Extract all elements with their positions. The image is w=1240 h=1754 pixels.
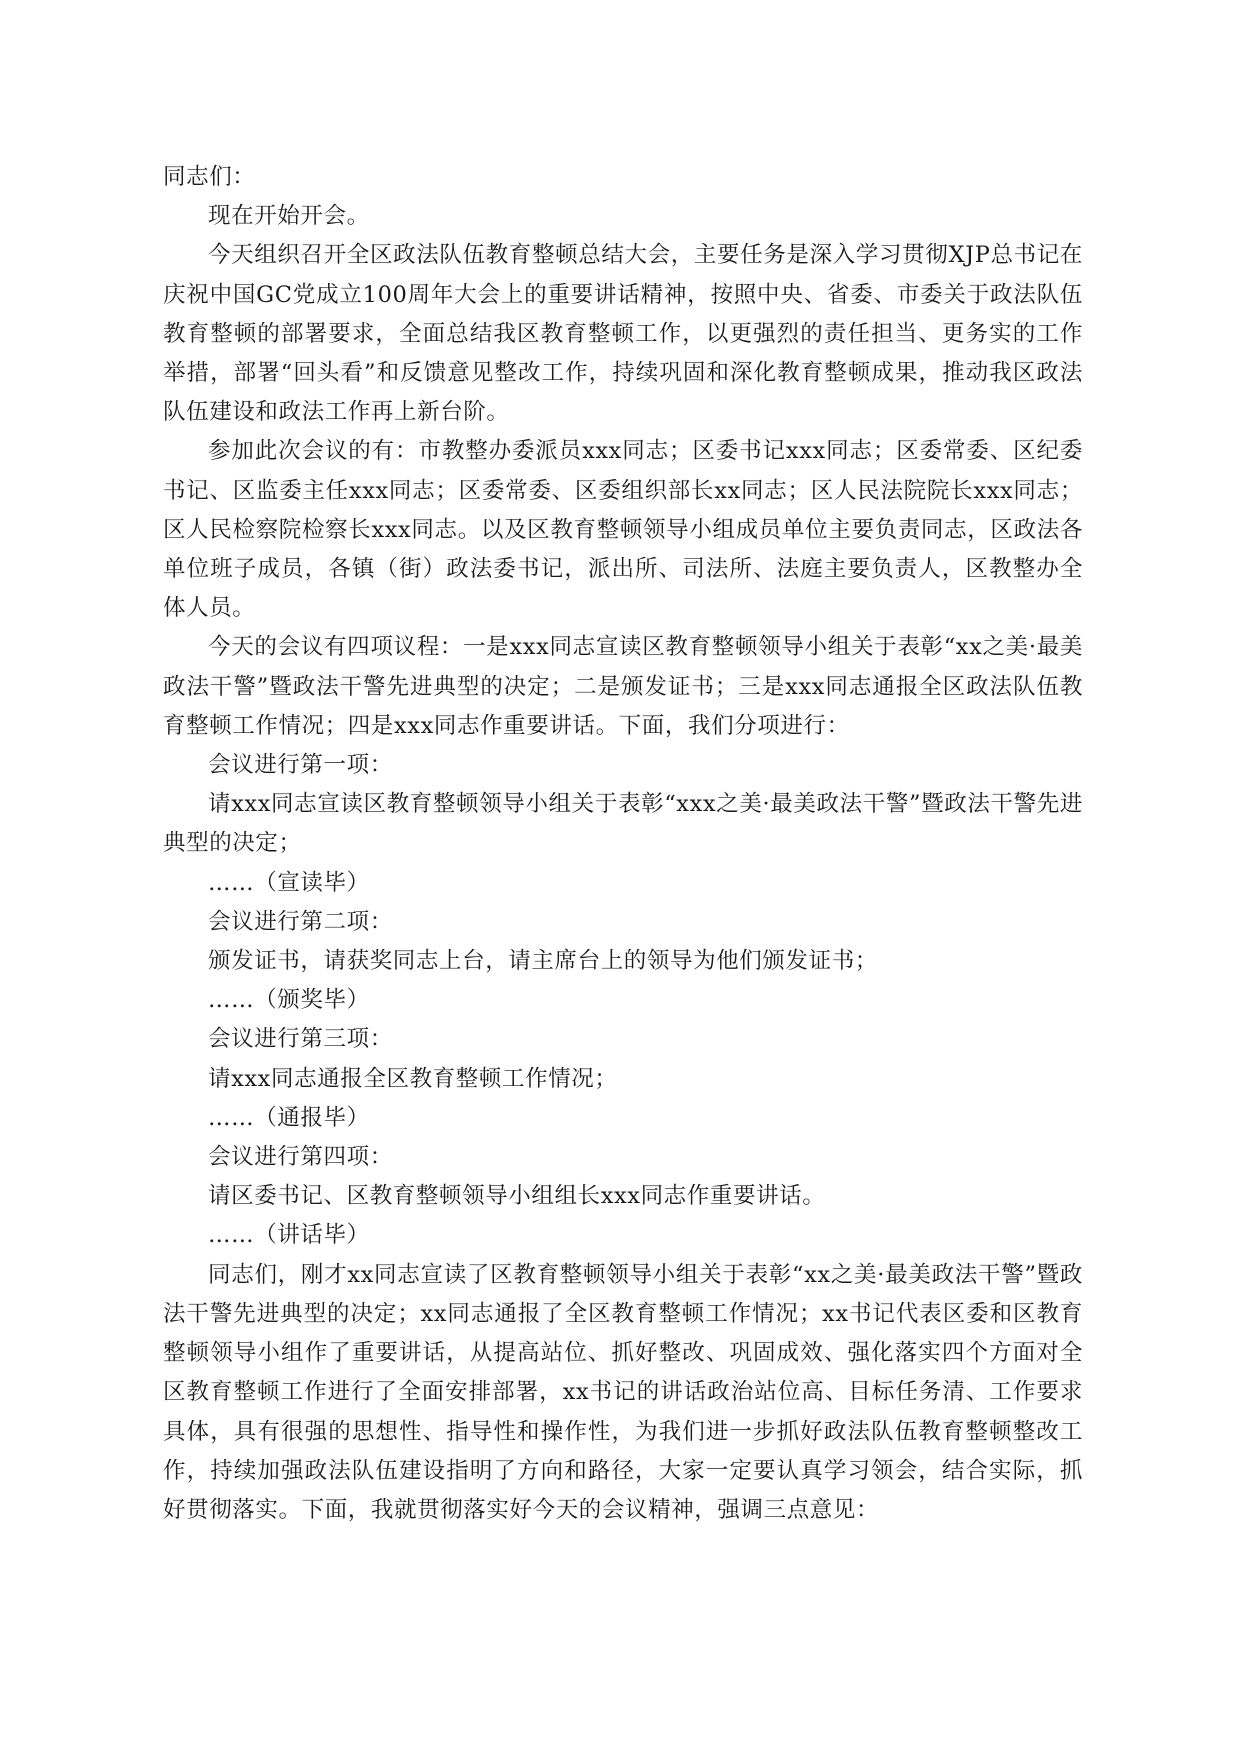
agenda-item-2-end: ……（颁奖毕） <box>208 987 370 1014</box>
salutation: 同志们： <box>163 164 256 190</box>
document-body <box>163 158 1083 1530</box>
agenda-item-1-end: ……（宣读毕） <box>208 869 370 896</box>
agenda-item-4-text: 请区委书记、区教育整顿领导小组组长xxx同志作重要讲话。 <box>208 1183 826 1210</box>
paragraph-attendees: 参加此次会议的有：市教整办委派员xxx同志；区委书记xxx同志；区委常委、区纪委书记、区监委主任xxx同志；区委常委、区委组织部长xx同志；区人民法院院长xxx同志；区人民检察院检察长xxx同志。以及区教育整顿领导小组成员单位主要负责同志，区政法各单位班子成员，各镇（街）政法委书记，派出所、司法所、法庭主要负责人，区教整办全体人员。 <box>163 438 1083 622</box>
agenda-item-4-end: ……（讲话毕） <box>208 1222 370 1249</box>
agenda-item-4-heading: 会议进行第四项： <box>208 1144 393 1171</box>
agenda-item-3-text: 请xxx同志通报全区教育整顿工作情况； <box>208 1065 618 1092</box>
paragraph-agenda: 今天的会议有四项议程：一是xxx同志宣读区教育整顿领导小组关于表彰“xx之美·最美政法干警”暨政法干警先进典型的决定；二是颁发证书；三是xxx同志通报全区政法队伍教育整顿工作情况；四是xxx同志作重要讲话。下面，我们分项进行： <box>163 634 1083 739</box>
agenda-item-3-heading: 会议进行第三项： <box>208 1026 393 1053</box>
agenda-item-3-end: ……（通报毕） <box>208 1104 370 1131</box>
paragraph-purpose: 今天组织召开全区政法队伍教育整顿总结大会，主要任务是深入学习贯彻XJP总书记在庆祝中国GC党成立100周年大会上的重要讲话精神，按照中央、省委、市委关于政法队伍教育整顿的部署要求，全面总结我区教育整顿工作，以更强烈的责任担当、更务实的工作举措，部署“回头看”和反馈意见整改工作，持续巩固和深化教育整顿成果，推动我区政法队伍建设和政法工作再上新台阶。 <box>163 242 1083 426</box>
paragraph-summary: 同志们，刚才xx同志宣读了区教育整顿领导小组关于表彰“xx之美·最美政法干警”暨政法干警先进典型的决定；xx同志通报了全区教育整顿工作情况；xx书记代表区委和区教育整顿领导小组作了重要讲话，从提高站位、抓好整改、巩固成效、强化落实四个方面对全区教育整顿工作进行了全面安排部署，xx书记的讲话政治站位高、目标任务清、工作要求具体，具有很强的思想性、指导性和操作性，为我们进一步抓好政法队伍教育整顿整改工作，持续加强政法队伍建设指明了方向和路径，大家一定要认真学习领会，结合实际，抓好贯彻落实。下面，我就贯彻落实好今天的会议精神，强调三点意见： <box>163 1261 1083 1523</box>
agenda-item-1-text: 请xxx同志宣读区教育整顿领导小组关于表彰“xxx之美·最美政法干警”暨政法干警先进典型的决定； <box>163 791 1083 857</box>
agenda-item-1-heading: 会议进行第一项： <box>208 752 393 779</box>
paragraph-opening: 现在开始开会。 <box>208 203 370 230</box>
agenda-item-2-heading: 会议进行第二项： <box>208 908 393 935</box>
agenda-item-2-text: 颁发证书，请获奖同志上台，请主席台上的领导为他们颁发证书； <box>208 948 878 975</box>
